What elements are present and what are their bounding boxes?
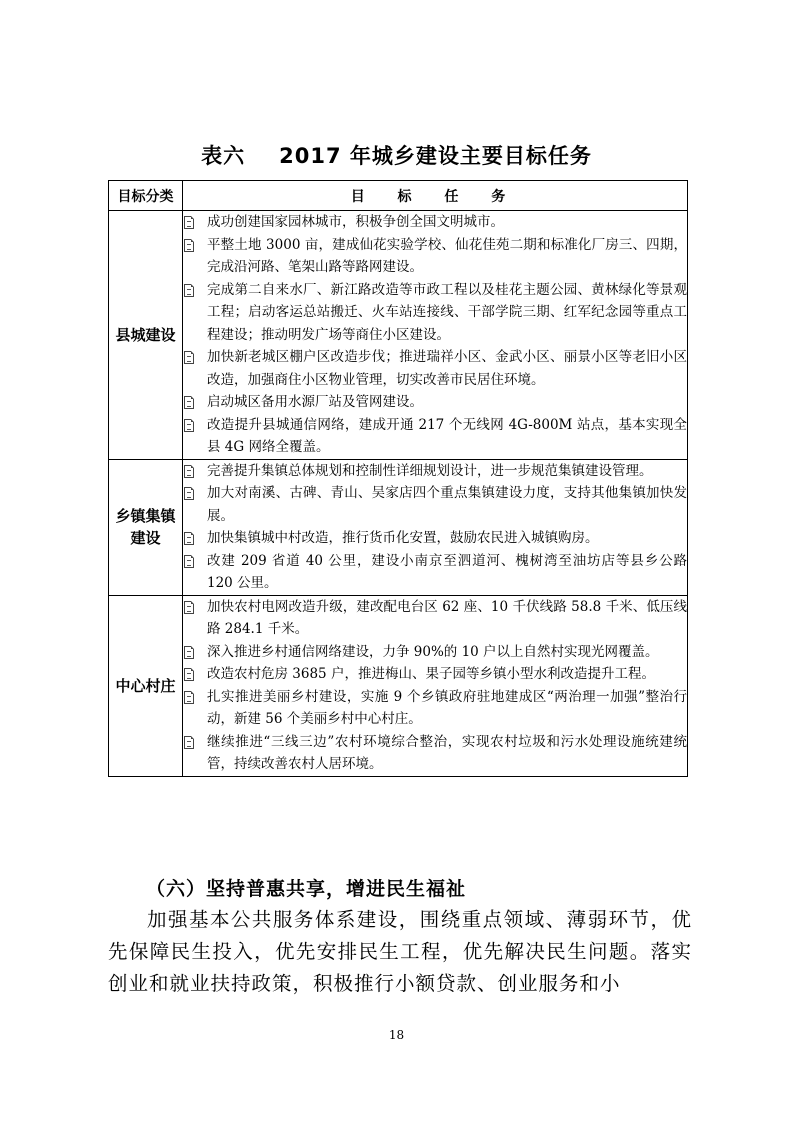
task-item bbox=[183, 596, 687, 641]
task-item bbox=[183, 527, 687, 550]
task-text: 加快新老城区棚户区改造步伐；推进瑞祥小区、金武小区、丽景小区等老旧小区改造，加强商住小区物业管理，切实改善市民居住环境。 bbox=[207, 349, 687, 388]
page-number: 18 bbox=[388, 1028, 405, 1042]
task-text: 加快集镇城中村改造，推行货币化安置，鼓励农民进入城镇购房。 bbox=[207, 530, 599, 546]
document-icon bbox=[184, 487, 194, 500]
document-icon bbox=[184, 736, 194, 749]
category-label-line2: 建设 bbox=[130, 529, 161, 547]
document-icon bbox=[184, 532, 194, 545]
task-text: 启动城区备用水源厂站及管网建设。 bbox=[207, 394, 423, 410]
document-icon bbox=[184, 691, 194, 704]
targets-table bbox=[108, 180, 688, 777]
table-row bbox=[109, 211, 688, 460]
task-text: 扎实推进美丽乡村建设，实施 9 个乡镇政府驻地建成区“两治理一加强”整治行动，新建 56 个美丽乡村中心村庄。 bbox=[207, 688, 687, 727]
task-item bbox=[183, 482, 687, 527]
document-icon bbox=[184, 351, 194, 364]
task-list bbox=[183, 596, 687, 776]
task-item bbox=[183, 460, 687, 483]
category-label: 乡镇集镇 bbox=[115, 507, 176, 525]
document-icon bbox=[184, 396, 194, 409]
tasks-cell bbox=[183, 595, 688, 776]
table-row bbox=[109, 595, 688, 776]
document-icon bbox=[184, 239, 194, 252]
header-tasks: 目 标 任 务 bbox=[183, 181, 688, 211]
task-item bbox=[183, 346, 687, 391]
document-icon bbox=[184, 216, 194, 229]
task-item bbox=[183, 234, 687, 279]
tasks-cell bbox=[183, 459, 688, 595]
document-icon bbox=[184, 465, 194, 478]
header-category: 目标分类 bbox=[109, 181, 183, 211]
table-title bbox=[0, 140, 793, 170]
task-item bbox=[183, 391, 687, 414]
section-heading: （六）坚持普惠共享，增进民生福祉 bbox=[146, 878, 467, 900]
task-text: 继续推进“三线三边”农村环境综合整治，实现农村垃圾和污水处理设施统建统管，持续改善农村人居环境。 bbox=[207, 733, 687, 772]
task-item bbox=[183, 686, 687, 731]
table-title-main: 2017 年城乡建设主要目标任务 bbox=[279, 144, 592, 168]
task-text: 完善提升集镇总体规划和控制性详细规划设计，进一步规范集镇建设管理。 bbox=[207, 462, 653, 479]
task-text: 深入推进乡村通信网络建设，力争 90%的 10 户以上自然村实现光网覆盖。 bbox=[207, 643, 659, 660]
document-icon bbox=[184, 668, 194, 681]
body-paragraph: 加强基本公共服务体系建设，围绕重点领域、薄弱环节，优先保障民生投入，优先安排民生工程，优先解决民生问题。落实创业和就业扶持政策，积极推行小额贷款、创业服务和小 bbox=[108, 908, 692, 995]
task-item bbox=[183, 641, 687, 664]
document-icon bbox=[184, 555, 194, 568]
category-cell bbox=[109, 459, 183, 595]
document-icon bbox=[184, 419, 194, 432]
task-item bbox=[183, 414, 687, 459]
task-text: 成功创建国家园林城市，积极争创全国文明城市。 bbox=[207, 214, 504, 230]
task-list bbox=[183, 460, 687, 595]
task-text: 完成第二自来水厂、新江路改造等市政工程以及桂花主题公园、黄林绿化等景观工程；启动客运总站搬迁、火车站连接线、干部学院三期、红军纪念园等重点工程建设；推动明发广场等商住小区建设。 bbox=[207, 281, 687, 343]
category-cell bbox=[109, 211, 183, 460]
document-icon bbox=[184, 284, 194, 297]
document-icon bbox=[184, 601, 194, 614]
category-label: 中心村庄 bbox=[115, 676, 176, 695]
task-item bbox=[183, 550, 687, 595]
task-list bbox=[183, 211, 687, 459]
task-item bbox=[183, 211, 687, 234]
table-row bbox=[109, 459, 688, 595]
task-text: 改造农村危房 3685 户，推进梅山、果子园等乡镇小型水利改造提升工程。 bbox=[207, 666, 655, 682]
task-text: 改建 209 省道 40 公里，建设小南京至泗道河、槐树湾至油坊店等县乡公路 120 公里。 bbox=[207, 552, 687, 591]
category-cell bbox=[109, 595, 183, 776]
tasks-cell bbox=[183, 211, 688, 460]
table-header-row bbox=[109, 181, 688, 211]
task-text: 加快农村电网改造升级，建改配电台区 62 座、10 千伏线路 58.8 千米、低压线路 284.1 千米。 bbox=[207, 598, 687, 637]
task-item bbox=[183, 663, 687, 686]
task-item bbox=[183, 731, 687, 776]
document-icon bbox=[184, 646, 194, 659]
table-title-prefix: 表六 bbox=[201, 144, 246, 168]
category-label: 县城建设 bbox=[115, 325, 176, 344]
task-text: 改造提升县城通信网络，建成开通 217 个无线网 4G-800M 站点，基本实现全县 4G 网络全覆盖。 bbox=[207, 416, 687, 455]
task-text: 平整土地 3000 亩，建成仙花实验学校、仙花佳苑二期和标准化厂房三、四期，完成沿河路、笔架山路等路网建设。 bbox=[207, 236, 687, 275]
task-item bbox=[183, 279, 687, 347]
task-text: 加大对南溪、古碑、青山、吴家店四个重点集镇建设力度，支持其他集镇加快发展。 bbox=[207, 485, 687, 524]
